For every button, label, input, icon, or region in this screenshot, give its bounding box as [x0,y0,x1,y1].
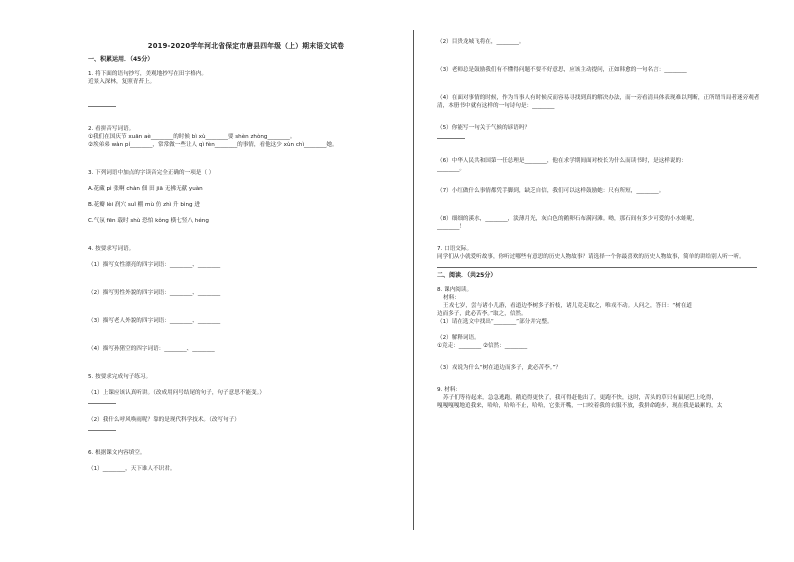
question-8-sub-3: （3）戎说为什么“树在道边而多子，此必苦李。”？ [437,365,562,371]
question-4-stem: 4. 按要求写词语。 [88,246,135,252]
question-2-stem: 2. 看拼音写词语。 [88,126,135,132]
column-divider [413,30,414,530]
question-8-passage-line-1: 王戎七岁，尝与诸小儿游，看道边李树多子折枝，诸儿竞走取之，唯戎不动。人问之，答曰：“树在道 [443,303,693,309]
question-9-stem: 9. 材料： [437,387,461,393]
option-a[interactable]: A.花藏 pì 张啊 chàn 佃 田 jiā 无拂无献 yuàn [88,186,203,192]
left-column [88,38,404,473]
question-8-sub-2: （2）解释词语。 [437,335,480,341]
question-5 [88,373,404,431]
fill-item-3: （3）老师总是鼓励我们有不懂得问题不要不好意思，应该主动提问，正如韩愈的一句名言：________ [437,67,687,73]
fill-item-4-line-1: （4）在面对事情的时候，作为当事人有时候反而容易寻找到真的解决办法，而一旁看清具体表现难以判断，正所谓当局者迷旁观者 [437,95,760,101]
question-4-item-1: （1）描写女性漂亮的四字词语：________、________ [88,262,221,268]
question-7-text: 同学们从小就爱听故事，你听过哪些有意思的历史人物故事？请选择一个你最喜欢的历史人物故事，简单的讲给别人听一听。 [437,254,745,260]
fill-item-7: （7）小红做什么事情都凭手脚到，缺乏自信，我们可以这样鼓励她：尺有所短，________。 [437,188,665,194]
fill-item-6-line-2: ________。 [437,166,465,172]
question-8-sub-1: （1）请在选文中找出“________”部分并完整。 [437,319,553,325]
question-8-passage-line-2: 边而多子，此必苦李。”取之，信然。 [437,311,527,317]
section-heading-1: 一、积累运用．（45分） [88,56,154,63]
question-6-stem: 6. 根据课文内容填空。 [88,450,146,456]
question-8-stem: 8. 课内阅读。 [437,287,473,293]
section-rule [437,267,757,268]
question-7-stem: 7. 口语交际。 [437,246,473,252]
question-2 [88,125,404,149]
question-5-item-1: （1）上课应该认真听讲。（改成用问号结尾的句子，句子意思不能变。） [88,390,265,396]
fill-item-2: （2）目贵龙城飞将在，________。 [437,39,525,45]
answer-line[interactable] [88,100,116,107]
question-8-sub-2-blanks: ①竞走：________ ②信然：________ [437,343,528,349]
question-2-line-2: ②埃弟弟 wàn pí________，常常做一些让人 qì fèn________的事情，看他这少 xùn chì________她。 [88,142,338,148]
fill-item-4-line-2: 清，本册书中就有这样的一句诗句是：________ [437,103,555,109]
section-heading-2: 二、阅读．（共25分） [437,272,497,279]
question-4-item-4: （4）描写孙猪空的四字词语：________、________ [88,346,215,352]
fill-item-5: （5）你能写一句关于气候的谚语吗？ [437,125,531,131]
question-3-stem: 3. 下列词语中加点的字读音完全正确的一项是（ ） [88,170,215,176]
question-1-stem: 1. 将下面的语句抄写，美观地抄写在田字格内。 [88,71,207,77]
question-1-text: 近景入深林，复照青苔上。 [88,79,156,85]
question-8-material-label: 材料： [443,295,460,301]
question-5-stem: 5. 按要求完成句子练习。 [88,374,152,380]
question-9-passage-line-1: 苏子们等待起来，急急逃跑，鹅追得更快了，我可得赶他出了，更跑不快，这时，苦头的草只有鼠尾巴上吃得， [443,395,718,401]
question-4-item-3: （3）描写老人外貌的四字词语：________、________ [88,318,221,324]
question-4 [88,245,404,353]
question-6-item-1: （1）________，天下谁人不识君。 [88,466,176,472]
answer-line[interactable] [437,132,465,139]
question-1 [88,70,404,107]
option-b[interactable]: B.花瓣 lèi 润穴 suǐ 棚 mù 仿 zhì 升 bìng 进 [88,202,200,208]
fill-item-6-line-1: （6）中华人民共和国第一任总理是________，他在求学期间面对校长为什么而读书时，是这样说的： [437,158,687,164]
question-2-line-1: ①我们在国庆节 xuān aè________的时候 bì xù________要 shèn zhòng________。 [88,134,296,140]
answer-line[interactable] [88,424,116,431]
question-5-item-2: （2）我什么呼风唤雨呢？靠的是现代科学技术。（改写句子） [88,417,240,423]
question-9-passage-line-2: 嘎嘎嘎嘎地追我来，哈哈，哈哈不止，哈哈，它张开嘴，一口咬着我的衣服不放，我拼命跑步，现在我是最累的，太 [437,403,723,409]
answer-line[interactable] [88,397,116,404]
fill-item-8-line-2: ________！ [437,224,465,230]
question-6 [88,449,404,473]
question-3 [88,169,404,225]
fill-item-8-line-1: （8）细细的溪水，________，淡薄月光，灰白色的鹅卵石布满河滩。呦，那石间有多少可爱的小水蛙呢， [437,216,698,222]
page-title: 2019-2020学年河北省保定市唐县四年级（上）期末语文试卷 [147,42,345,50]
right-column [437,38,767,410]
question-4-item-2: （2）描写男性外貌的四字词语：________、________ [88,290,221,296]
option-c[interactable]: C.气氛 fēn 载时 shù 恐怕 kǒng 横七竖八 héng [88,218,209,224]
